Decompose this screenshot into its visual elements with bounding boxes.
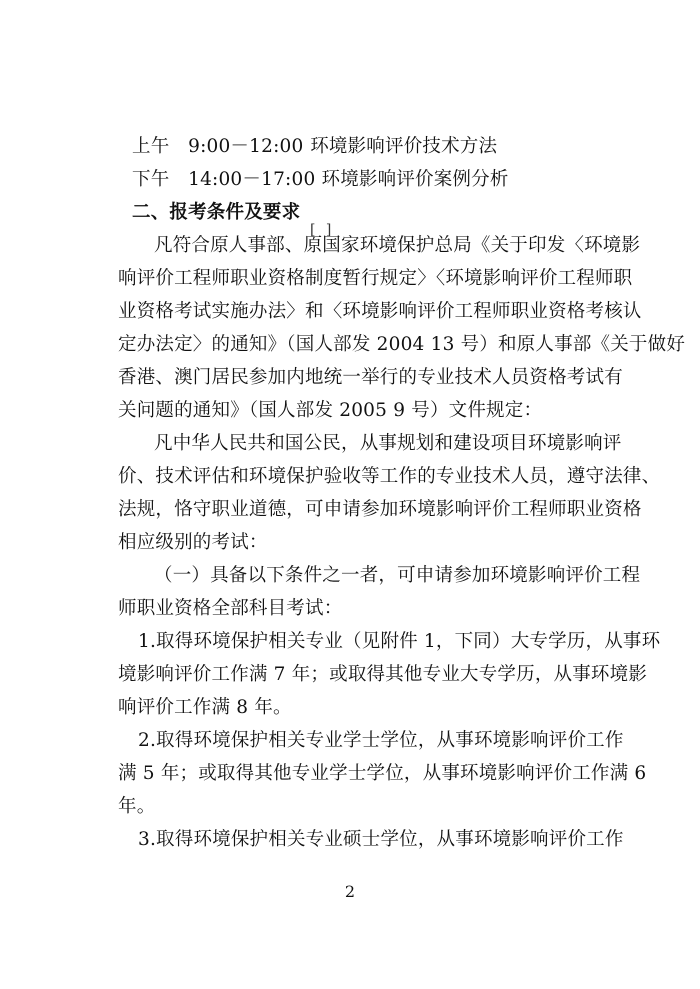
schedule-time: 9:00－12:00	[188, 136, 304, 157]
paragraph-line: 法规，恪守职业道德，可申请参加环境影响评价工程师职业资格	[118, 499, 642, 520]
paragraph-line: 业资格考试实施办法〉和〈环境影响评价工程师职业资格考核认	[118, 301, 642, 322]
subheading-line: （一）具备以下条件之一者，可申请参加环境影响评价工程	[154, 565, 641, 586]
paragraph-line: 香港、澳门居民参加内地统一举行的专业技术人员资格考试有	[118, 367, 623, 388]
subheading-full-exam	[118, 559, 641, 625]
condition-item-1	[118, 625, 661, 724]
schedule-subject: 环境影响评价案例分析	[321, 169, 509, 190]
schedule-time: 14:00－17:00	[188, 169, 316, 190]
schedule-label: 下午	[132, 169, 170, 190]
subheading-line: 师职业资格全部科目考试：	[118, 598, 343, 619]
paragraph-line: 凡符合原人事部、原国家环境保护总局《关于印发〈环境影	[154, 235, 641, 256]
schedule-row-morning	[118, 130, 623, 163]
page-number: 2	[344, 882, 356, 901]
schedule-label: 上午	[132, 136, 170, 157]
document-body	[118, 130, 686, 856]
condition-line: 3.取得环境保护相关专业硕士学位，从事环境影响评价工作	[138, 829, 624, 850]
condition-line: 满 5 年；或取得其他专业学士学位，从事环境影响评价工作满 6	[118, 763, 647, 784]
paragraph-line: 定办法定〉的通知》（国人部发 2004 13 号）和原人事部《关于做好	[118, 334, 686, 355]
scan-mark: [ ]	[310, 222, 335, 238]
paragraph-eligibility	[118, 427, 661, 559]
paragraph-line: 响评价工程师职业资格制度暂行规定〉〈环境影响评价工程师职	[118, 268, 633, 289]
schedule-row-afternoon	[118, 163, 623, 196]
paragraph-line: 凡中华人民共和国公民，从事规划和建设项目环境影响评	[154, 433, 622, 454]
condition-line: 2.取得环境保护相关专业学士学位，从事环境影响评价工作	[138, 730, 624, 751]
condition-item-3	[118, 823, 623, 856]
paragraph-line: 价、技术评估和环境保护验收等工作的专业技术人员，遵守法律、	[118, 466, 661, 487]
section-heading: 二、报考条件及要求	[132, 202, 301, 223]
paragraph-line: 相应级别的考试：	[118, 532, 268, 553]
paragraph-line: 关问题的通知》（国人部发 2005 9 号）文件规定：	[118, 400, 543, 421]
schedule-subject: 环境影响评价技术方法	[310, 136, 498, 157]
condition-item-2	[118, 724, 647, 823]
condition-line: 响评价工作满 8 年。	[118, 697, 292, 718]
condition-line: 年。	[118, 796, 156, 817]
condition-line: 1.取得环境保护相关专业（见附件 1，下同）大专学历，从事环	[138, 631, 661, 652]
condition-line: 境影响评价工作满 7 年；或取得其他专业大专学历，从事环境影	[118, 664, 648, 685]
paragraph-regulations	[118, 229, 686, 427]
